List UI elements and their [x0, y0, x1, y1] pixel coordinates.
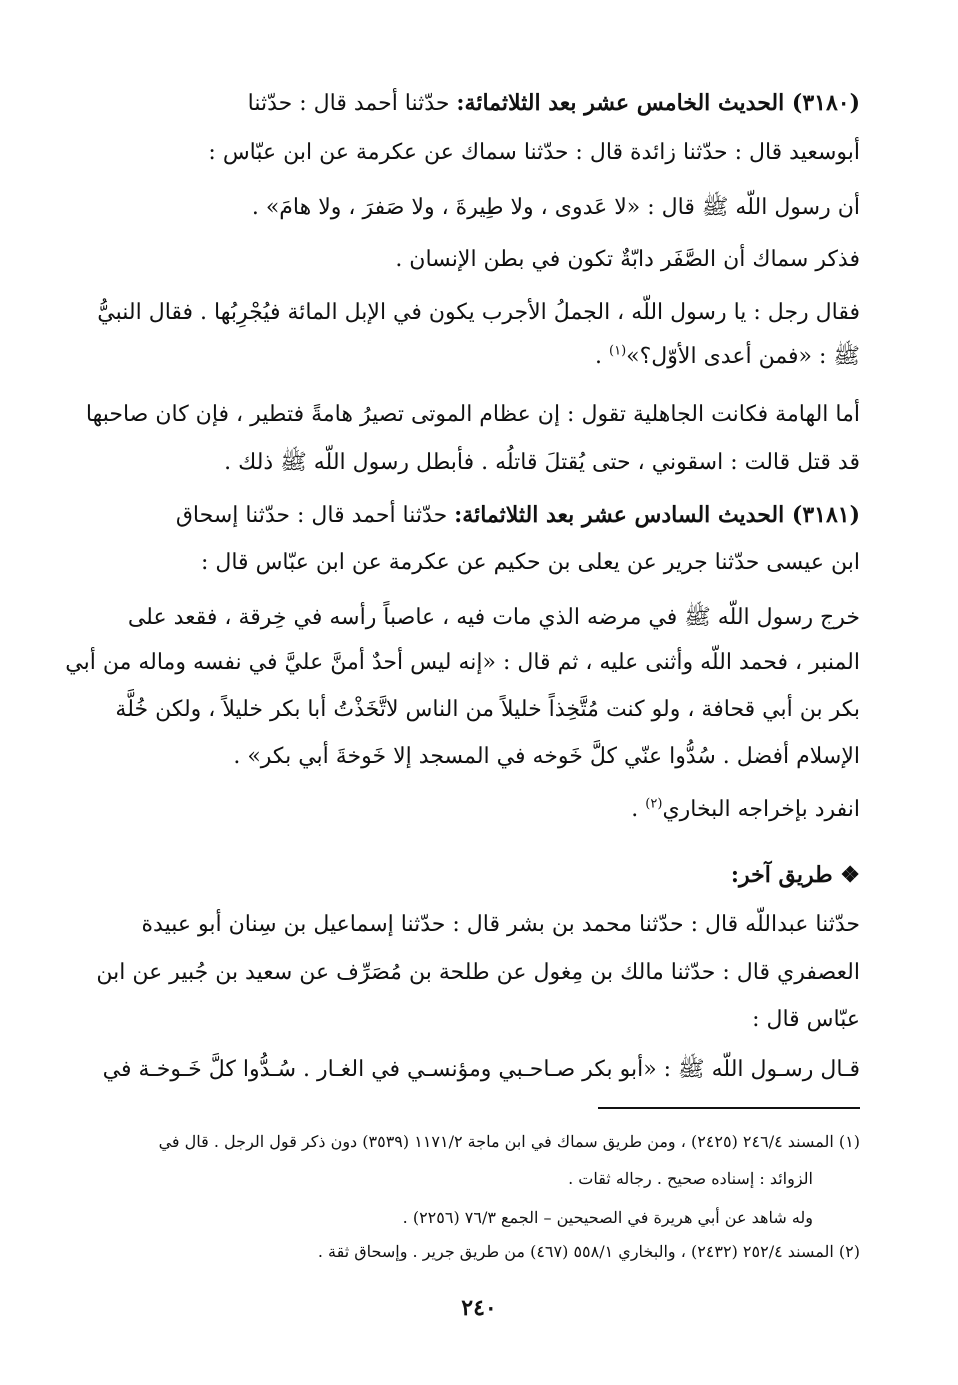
text-line: بكر بن أبي قحافة ، ولو كنت مُتَّخِذاً خليلاً من الناس لاتَّخَذْتُ أبا بكر خليلاً ، ولكن خُلَّة	[115, 697, 860, 722]
footnote-separator	[598, 1107, 860, 1109]
hadith-3180-title: (٣١٨٠) الحديث الخامس عشر بعد الثلاثمائة:	[456, 90, 860, 116]
text-line: العصفري قال : حدّثنا مالك بن مِغول عن طلحة بن مُصَرِّف عن سعيد بن جُبير عن ابن	[96, 960, 860, 985]
footnote-ref: (١)	[609, 343, 627, 359]
hadith-3181-title: (٣١٨١) الحديث السادس عشر بعد الثلاثمائة:	[454, 502, 860, 528]
text-line: الإسلام أفضل . سُدُّوا عنّي كلَّ خَوخه في المسجد إلا خَوخةَ أبي بكر» .	[233, 744, 860, 769]
text-line: قد قتل قالت : اسقوني ، حتى يُقتلَ قاتلُه . فأبطل رسول اللّه ﷺ ذلك .	[224, 450, 860, 475]
hadith-3180-heading	[248, 88, 860, 119]
page-number: ٢٤٠	[461, 1295, 497, 1321]
footnote-ref: (٢)	[645, 796, 663, 812]
text-line: قـال رسـول اللّه ﷺ : «أبو بكر صـاحـبي ومؤنسـي في الغـار . سُـدُّوا كلَّ خَـوخـة في	[102, 1057, 860, 1082]
text-line: أن رسول اللّه ﷺ قال : «لا عَدوى ، ولا طِيرةَ ، ولا صَفرَ ، ولا هامَ» .	[251, 195, 860, 220]
text-segment: ﷺ : «فمن أعدى الأوّل؟»	[626, 344, 860, 369]
text-line: خرج رسول اللّه ﷺ في مرضه الذي مات فيه ، عاصباً رأسه في خِرقة ، فقعد على	[127, 605, 860, 630]
section-subheading: ❖ طريق آخر:	[730, 862, 860, 888]
text-line: ابن عيسى حدّثنا جرير عن يعلى بن حكيم عن عكرمة عن ابن عبّاس قال :	[200, 550, 860, 575]
hadith-3180-isnad-start: حدّثنا أحمد قال : حدّثنا	[247, 91, 457, 116]
text-segment: انفرد بإخراجه البخاري	[662, 797, 860, 822]
text-line: عبّاس قال :	[752, 1007, 860, 1032]
text-line: فذكر سماك أن الصَّفَر دابّةٌ تكون في بطن الإنسان .	[395, 247, 860, 272]
text-line	[631, 795, 860, 825]
footnote-2: (٢) المسند ٢٥٢/٤ (٢٤٣٢) ، والبخاري ٥٥٨/١ (٤٦٧) من طريق جرير . وإسحاق ثقة .	[317, 1242, 860, 1261]
text-line: المنبر ، فحمد اللّه وأثنى عليه ، ثم قال : «إنه ليس أحدٌ أمنَّ عليَّ في نفسه وماله من أبي	[65, 650, 860, 675]
text-segment: .	[595, 344, 610, 369]
footnote-1-continued: الزوائد : إسناده صحيح . رجاله ثقات .	[568, 1169, 813, 1188]
text-line: أبوسعيد قال : حدّثنا زائدة قال : حدّثنا سماك عن عكرمة عن ابن عبّاس :	[208, 140, 860, 165]
footnote-1-witness: وله شاهد عن أبي هريرة في الصحيحين – الجمع ٧٦/٣ (٢٢٥٦) .	[402, 1208, 813, 1227]
hadith-3181-isnad-start: حدّثنا أحمد قال : حدّثنا إسحاق	[175, 503, 455, 528]
text-line: أما الهامة فكانت الجاهلية تقول : إن عظام الموتى تصيرُ هامةً فتطير ، فإن كان صاحبها	[85, 402, 860, 427]
text-line	[595, 342, 860, 372]
footnote-1: (١) المسند ٢٤٦/٤ (٢٤٢٥) ، ومن طريق سماك في ابن ماجة ١١٧١/٢ (٣٥٣٩) دون ذكر قول الرجل . قال في	[158, 1132, 860, 1151]
text-segment: .	[631, 797, 646, 822]
text-line: حدّثنا عبداللّه قال : حدّثنا محمد بن بشر قال : حدّثنا إسماعيل بن سِنان أبو عبيدة	[141, 912, 860, 937]
text-line: فقال رجل : يا رسول اللّه ، الجملُ الأجرب يكون في الإبل المائة فيُجْرِبُها . فقال النبيُّ	[97, 300, 860, 325]
hadith-3181-heading	[176, 500, 860, 531]
